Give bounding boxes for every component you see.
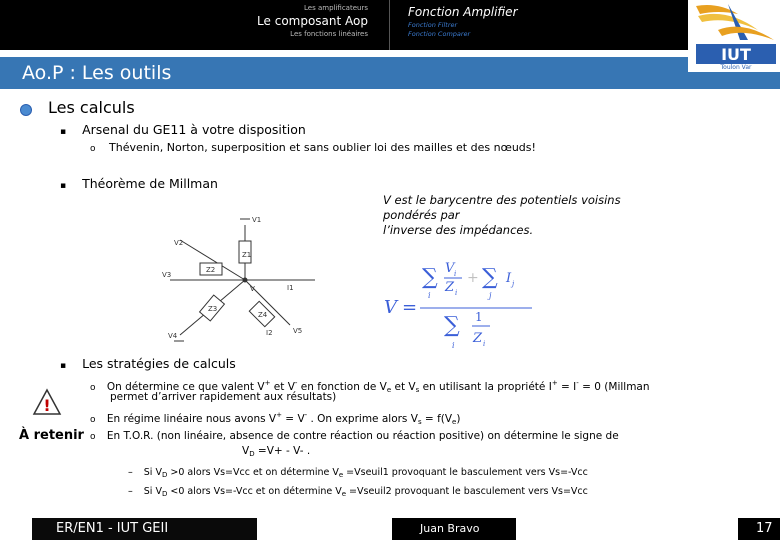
header-right	[408, 4, 608, 39]
sub: s	[415, 386, 420, 394]
strategy-1-text: On détermine ce que valent V	[106, 381, 265, 393]
strategy-1-text: en fonction de V	[297, 381, 387, 393]
bullet-1	[60, 122, 306, 140]
bullet-3	[60, 356, 236, 374]
iut-logo-icon	[688, 0, 780, 72]
circle-bullet-icon: o	[90, 415, 96, 425]
detail-text: Si V	[143, 467, 162, 478]
footer-left	[32, 518, 257, 540]
iut-logo	[688, 0, 780, 72]
sub: e	[341, 490, 347, 498]
formula-sum-index-i-den: i	[452, 341, 455, 350]
bullet-2-text: Théorème de Millman	[82, 176, 218, 191]
strategy-2-text: En régime linéaire nous avons V	[106, 413, 277, 425]
dash-bullet-icon: –	[128, 467, 133, 478]
strategy-2-text: )	[456, 413, 461, 425]
bullet-3-text: Les stratégies de calculs	[82, 356, 236, 371]
footer-author: Juan Bravo	[420, 522, 480, 535]
formula-num-i-sub: j	[512, 280, 515, 288]
warning-mark: !	[43, 396, 51, 415]
sup: -	[294, 379, 298, 387]
strategy-1-line-2: permet d’arriver rapidement aux résultats)	[110, 391, 337, 403]
strategy-2-text: = V	[281, 413, 305, 425]
header-right-small-2: Fonction Comparer	[408, 30, 471, 38]
header-divider	[389, 0, 390, 50]
sup: +	[276, 411, 282, 419]
circle-bullet-icon: o	[90, 432, 96, 442]
detail-text: <0 alors Vs=-Vcc et on détermine V	[167, 486, 342, 497]
bullet-1-text: Arsenal du GE11 à votre disposition	[82, 122, 306, 137]
formula-lhs: V	[384, 297, 397, 318]
strategy-2-text: = f(V	[421, 413, 453, 425]
diagram-label-z1: Z1	[242, 251, 252, 259]
sup: -	[304, 411, 308, 419]
formula-den-one: 1	[475, 310, 483, 324]
formula-equals-sign: =	[402, 297, 418, 318]
bullet-1-sub-text: Thévenin, Norton, superposition et sans oublier loi des mailles et des nœuds!	[109, 141, 536, 154]
detail-text: >0 alors Vs=Vcc et on détermine V	[167, 467, 339, 478]
sup: -	[576, 379, 579, 387]
sup: +	[551, 379, 558, 387]
formula-num-v: V	[445, 261, 455, 276]
header-bar	[0, 0, 780, 50]
header-left-small-top: Les amplificateurs	[304, 4, 368, 12]
millman-note-line-3: l’inverse des impédances.	[383, 223, 534, 237]
header-left-small-bottom: Les fonctions linéaires	[290, 30, 368, 38]
formula-sum-index-i: i	[428, 291, 431, 300]
formula-den-z: Z	[473, 331, 483, 346]
strategy-1-text: = 0 (Millman	[578, 381, 650, 393]
header-left-main: Le composant Aop	[257, 14, 368, 28]
square-bullet-icon: ▪	[60, 181, 67, 191]
formula-num-z: Z	[445, 280, 455, 295]
strategy-detail-1	[128, 466, 588, 482]
footer-left-text: ER/EN1 - IUT GEII	[56, 521, 169, 536]
sub: s	[417, 418, 422, 426]
header-left	[230, 4, 368, 39]
formula-den-z-sub: i	[483, 340, 486, 348]
diagram-label-z2: Z2	[206, 266, 216, 274]
formula-num-i: I	[506, 271, 512, 286]
retenir-label: À retenir	[19, 428, 84, 443]
strategy-3-text: En T.O.R. (non linéaire, absence de contre réaction ou réaction positive) on détermine le signe de	[106, 430, 619, 442]
formula-num-z-sub: i	[455, 289, 458, 297]
diagram-label-v5: V5	[293, 327, 303, 335]
detail-text: =Vseuil2 provoquant le basculement vers Vs=Vcc	[346, 486, 588, 497]
section-heading: Les calculs	[48, 98, 135, 117]
formula-sum-icon: ∑	[444, 313, 460, 338]
bullet-2	[60, 176, 218, 194]
circle-bullet-icon: o	[90, 144, 96, 154]
header-right-main: Fonction Amplifier	[408, 5, 518, 19]
strategy-detail-2	[128, 485, 588, 501]
footer-center	[392, 518, 516, 540]
diagram-label-z3: Z3	[208, 305, 218, 313]
formula-sum-index-j: j	[489, 291, 492, 300]
strategy-3-text: V	[242, 445, 250, 457]
diagram-label-z4: Z4	[258, 311, 268, 319]
strategy-2	[90, 408, 460, 429]
circle-bullet-icon: o	[90, 383, 96, 393]
strategy-3	[90, 429, 619, 444]
section-bullet-icon	[20, 104, 32, 116]
diagram-label-i2: I2	[266, 329, 273, 337]
diagram-label-v: V	[250, 285, 255, 293]
square-bullet-icon: ▪	[60, 127, 67, 137]
square-bullet-icon: ▪	[60, 361, 67, 371]
detail-text: =Vseuil1 provoquant le basculement vers Vs=-Vcc	[343, 467, 588, 478]
strategy-1-text: et V	[391, 381, 416, 393]
strategy-1-text: et V	[270, 381, 295, 393]
bullet-1-sub	[90, 140, 536, 157]
millman-circuit-diagram	[160, 205, 330, 355]
sub: D	[161, 490, 168, 498]
formula-plus-sign: +	[467, 270, 479, 286]
strategy-3-text: =V+ - V- .	[254, 445, 311, 457]
footer-page	[738, 518, 780, 540]
strategy-2-text: . On exprime alors V	[307, 413, 418, 425]
millman-note	[383, 193, 621, 238]
diagram-label-v3: V3	[162, 271, 172, 279]
diagram-label-i1: I1	[287, 284, 294, 292]
logo-subtext: Toulon Var	[720, 64, 752, 71]
formula-sum-icon: ∑	[482, 265, 498, 290]
diagram-label-v2: V2	[174, 239, 184, 247]
logo-text: IUT	[721, 45, 751, 64]
sub: e	[386, 386, 392, 394]
dash-bullet-icon: –	[128, 486, 133, 497]
sub: e	[338, 471, 344, 479]
formula-sum-icon: ∑	[422, 265, 438, 290]
formula-num-v-sub: i	[454, 270, 457, 278]
sup: +	[264, 379, 271, 387]
diagram-label-v4: V4	[168, 332, 178, 340]
millman-formula	[382, 250, 542, 355]
sub: e	[452, 418, 457, 426]
page-title: Ao.P : Les outils	[22, 62, 172, 84]
detail-text: Si V	[143, 486, 162, 497]
millman-note-line-1: V est le barycentre des potentiels voisins	[383, 193, 621, 207]
diagram-label-v1: V1	[252, 216, 262, 224]
millman-note-line-2: pondérés par	[383, 208, 460, 222]
sub: D	[161, 471, 168, 479]
strategy-1-text: en utilisant la propriété I	[419, 381, 552, 393]
page-number: 17	[756, 521, 773, 536]
sub: D	[249, 450, 255, 458]
strategy-3-line-2	[242, 444, 310, 461]
strategy-1-text: = I	[557, 381, 577, 393]
warning-triangle-icon	[32, 388, 62, 416]
header-right-small-1: Fonction Filtrer	[408, 21, 458, 29]
